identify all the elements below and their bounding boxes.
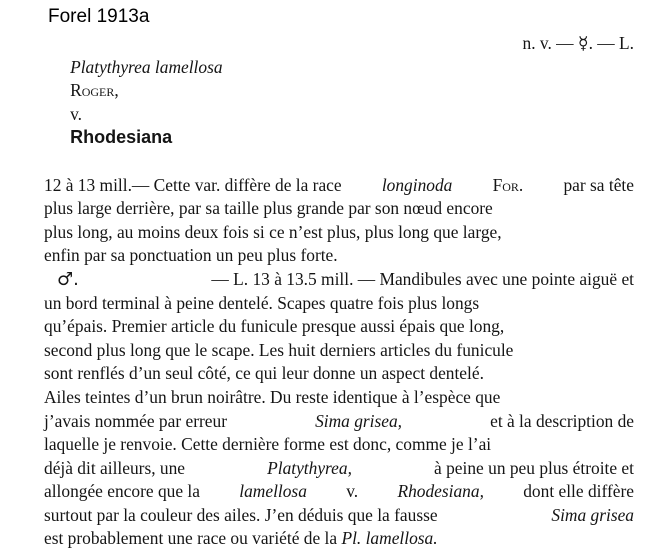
text-line-8: qu’épais. Premier article du funicule presque aussi épais que long, <box>44 316 505 337</box>
text-line-15-c: v. <box>346 481 359 502</box>
text-line-9: second plus long que le scape. Les huit derniers articles du funicule <box>44 339 514 360</box>
rhodesiana-ref: Rhodesiana, <box>397 481 484 502</box>
text-line-1 <box>44 32 634 174</box>
text-line-1-rest: n. v. — ☿. — L. <box>522 33 634 53</box>
race-author: For. <box>492 174 524 195</box>
text-line-12-a: j’avais nommée par erreur <box>44 410 227 431</box>
text-line-6-rest: — L. 13 à 13.5 mill. — Mandibules avec une pointe aiguë et <box>211 268 634 289</box>
race-name: longinoda <box>381 174 453 195</box>
text-line-2-a: 12 à 13 mill.— Cette var. diffère de la race <box>44 174 342 195</box>
citation-label: Forel 1913a <box>48 6 150 27</box>
sima-grisea-ref: Sima grisea, <box>315 410 403 431</box>
text-line-2-d: par sa tête <box>563 174 634 195</box>
text-line-17 <box>44 527 634 551</box>
text-line-10: sont renflés d’un seul côté, ce qui leur donne un aspect dentelé. <box>44 363 484 384</box>
author-name: Roger, <box>70 80 119 101</box>
text-line-13: laquelle je renvoie. Cette dernière forme est donc, comme je l’ai <box>44 434 492 455</box>
male-symbol: ♂. <box>57 268 79 290</box>
sima-grisea-ref-2: Sima grisea <box>551 504 634 525</box>
text-line-3: plus large derrière, par sa taille plus grande par son nœud encore <box>44 198 493 219</box>
text-line-4: plus long, au moins deux fois si ce n’est plus, plus long que large, <box>44 221 502 242</box>
text-line-11: Ailes teintes d’un brun noirâtre. Du reste identique à l’espèce que <box>44 386 501 407</box>
text-line-12-c: et à la description de <box>490 410 634 431</box>
text-line-6 <box>44 268 634 292</box>
text-line-15 <box>44 480 634 504</box>
scanned-text-block <box>44 32 634 551</box>
text-line-16 <box>44 504 634 528</box>
lamellosa-ref: lamellosa <box>239 481 307 502</box>
variety-name: Rhodesiana <box>70 127 173 148</box>
text-line-14-a: déjà dit ailleurs, une <box>44 457 186 478</box>
platythyrea-ref: Platythyrea, <box>267 457 352 478</box>
text-line-7: un bord terminal à peine dentelé. Scapes quatre fois plus longs <box>44 292 480 313</box>
text-line-5: enfin par sa ponctuation un peu plus forte. <box>44 245 338 266</box>
text-line-17-a: est probablement une race ou variété de la <box>44 528 338 549</box>
text-line-14-c: à peine un peu plus étroite et <box>434 457 634 478</box>
pl-lamellosa-ref: Pl. lamellosa. <box>341 528 438 549</box>
text-line-12 <box>44 410 634 434</box>
taxon-name: Platythyrea lamellosa <box>70 56 223 77</box>
text-line-15-a: allongée encore que la <box>44 481 200 502</box>
variety-abbrev: v. <box>70 103 83 124</box>
text-line-16-a: surtout par la couleur des ailes. J’en déduis que la fausse <box>44 504 438 525</box>
text-line-2 <box>44 174 634 198</box>
text-line-14 <box>44 457 634 481</box>
text-line-15-e: dont elle diffère <box>523 481 634 502</box>
